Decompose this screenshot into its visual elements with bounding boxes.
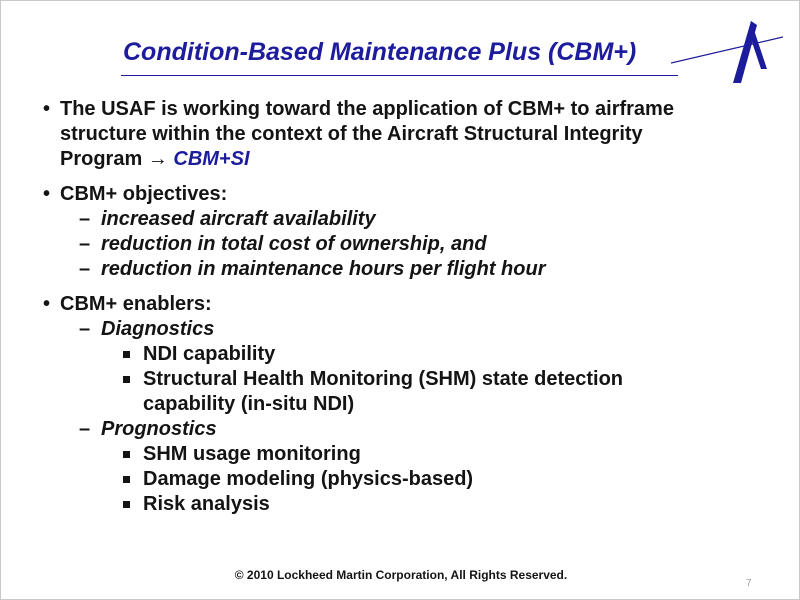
bullet-dot: • bbox=[43, 293, 51, 315]
slide-content bbox=[41, 97, 761, 517]
prognostics-item bbox=[41, 467, 761, 492]
square-bullet-icon bbox=[123, 476, 130, 483]
bullet-usaf-line-1: The USAF is working toward the application of CBM+ to airframe bbox=[60, 98, 674, 120]
objective-item bbox=[41, 257, 761, 282]
square-bullet-icon bbox=[123, 376, 130, 383]
objective-text: reduction in total cost of ownership, and bbox=[101, 233, 487, 255]
objective-item bbox=[41, 232, 761, 257]
diagnostics-item-continuation bbox=[41, 392, 761, 417]
prognostics-item bbox=[41, 442, 761, 467]
spacer bbox=[41, 282, 761, 292]
cbm-si-term: CBM+SI bbox=[173, 148, 250, 170]
bullet-objectives bbox=[41, 182, 761, 207]
prognostics-item-text: Damage modeling (physics-based) bbox=[143, 468, 474, 490]
dash-marker: – bbox=[79, 418, 91, 440]
dash-marker: – bbox=[79, 208, 91, 230]
diagnostics-item-text: capability (in-situ NDI) bbox=[143, 393, 355, 415]
bullet-dot: • bbox=[43, 98, 51, 120]
slide-title: Condition-Based Maintenance Plus (CBM+) bbox=[123, 38, 637, 66]
bullet-enablers bbox=[41, 292, 761, 317]
diagnostics-label: Diagnostics bbox=[101, 318, 215, 340]
prognostics-item bbox=[41, 492, 761, 517]
dash-marker: – bbox=[79, 318, 91, 340]
bullet-usaf-line-3-prefix: Program → bbox=[60, 148, 168, 170]
square-bullet-icon bbox=[123, 451, 130, 458]
spacer bbox=[41, 172, 761, 182]
objective-text: reduction in maintenance hours per flight hour bbox=[101, 258, 546, 280]
prognostics-item-text: SHM usage monitoring bbox=[143, 443, 361, 465]
copyright-footer: © 2010 Lockheed Martin Corporation, All Rights Reserved. bbox=[234, 568, 568, 582]
title-underline bbox=[121, 75, 678, 76]
lockheed-star-icon bbox=[671, 19, 783, 85]
enablers-heading: CBM+ enablers: bbox=[60, 293, 212, 315]
dash-marker: – bbox=[79, 233, 91, 255]
bullet-usaf-line-2: structure within the context of the Aircraft Structural Integrity bbox=[60, 123, 643, 145]
bullet-usaf-line-3 bbox=[60, 147, 761, 172]
diagnostics-heading bbox=[41, 317, 761, 342]
diagnostics-item-text: NDI capability bbox=[143, 343, 276, 365]
bullet-dot: • bbox=[43, 183, 51, 205]
dash-marker: – bbox=[79, 258, 91, 280]
prognostics-item-text: Risk analysis bbox=[143, 493, 270, 515]
diagnostics-item-text: Structural Health Monitoring (SHM) state detection bbox=[143, 368, 624, 390]
prognostics-label: Prognostics bbox=[101, 418, 217, 440]
objective-item bbox=[41, 207, 761, 232]
prognostics-heading bbox=[41, 417, 761, 442]
page-number: 7 bbox=[746, 578, 752, 589]
bullet-usaf bbox=[41, 97, 761, 172]
square-bullet-icon bbox=[123, 351, 130, 358]
diagnostics-item bbox=[41, 367, 761, 392]
objective-text: increased aircraft availability bbox=[101, 208, 376, 230]
objectives-heading: CBM+ objectives: bbox=[60, 183, 228, 205]
diagnostics-item bbox=[41, 342, 761, 367]
square-bullet-icon bbox=[123, 501, 130, 508]
